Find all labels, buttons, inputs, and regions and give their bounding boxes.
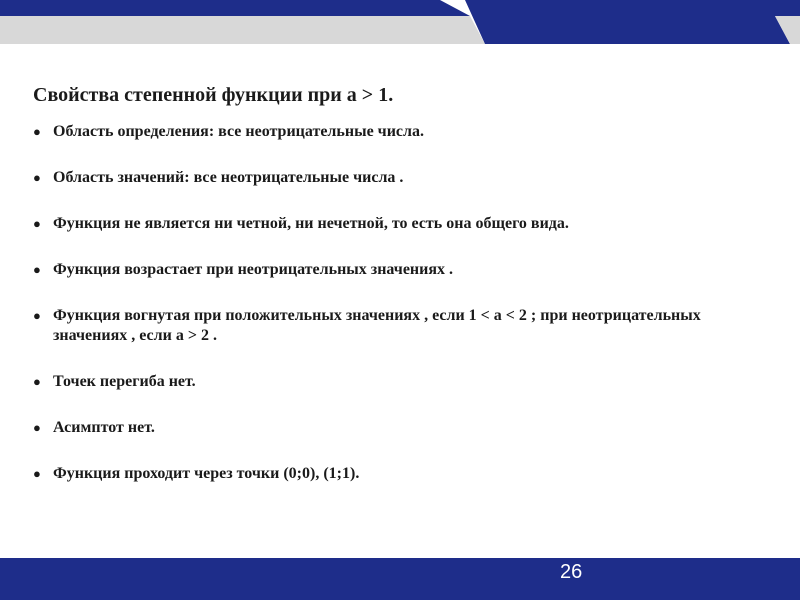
top-band-blue-right [465,0,800,44]
top-decorative-band [0,0,800,60]
bullet-icon: ● [33,262,41,277]
list-item [33,214,773,234]
list-item-text: Функция проходит через точки (0;0), (1;1). [53,465,360,482]
list-item-text: Область значений: все неотрицательные числа . [53,169,404,186]
page-number: 26 [560,561,583,583]
list-item [33,372,773,392]
properties-list [33,122,773,484]
bullet-icon: ● [33,374,41,389]
bullet-icon: ● [33,170,41,185]
bullet-icon: ● [33,466,41,481]
list-item-text: Точек перегиба нет. [53,373,196,390]
list-item [33,168,773,188]
slide-content [33,82,773,510]
bullet-icon: ● [33,308,41,323]
list-item [33,306,773,346]
bullet-icon: ● [33,216,41,231]
list-item [33,418,773,438]
list-item-text: Область определения: все неотрицательные числа. [53,123,424,140]
list-item-text: Функция возрастает при неотрицательных значениях . [53,261,454,278]
list-item [33,260,773,280]
top-band-blue-left [0,0,470,16]
bottom-decorative-band [0,558,800,600]
bullet-icon: ● [33,124,41,139]
list-item-text: Функция не является ни четной, ни нечетной, то есть она общего вида. [53,215,569,232]
list-item [33,122,773,142]
list-item-text: Функция вогнутая при положительных значениях , если 1 < а < 2 ; при неотрицательных значениях , если а > 2 . [53,307,701,344]
slide-title: Свойства степенной функции при а > 1. [33,84,394,106]
list-item-text: Асимптот нет. [53,419,155,436]
top-band-gray-strip [0,16,485,44]
list-item [33,464,773,484]
bullet-icon: ● [33,420,41,435]
